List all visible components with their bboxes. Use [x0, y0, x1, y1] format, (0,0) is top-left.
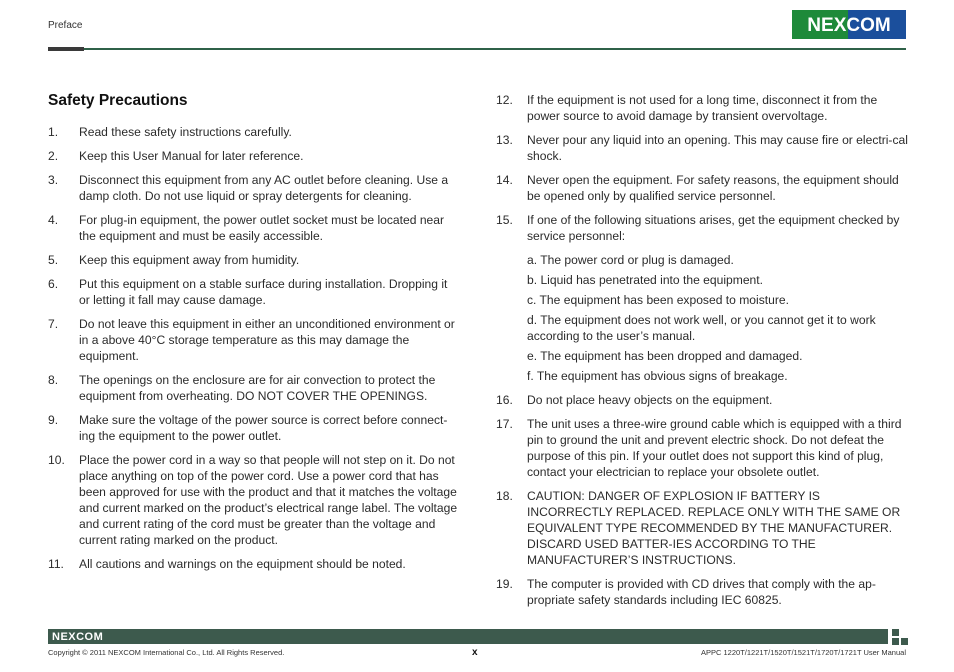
item-text: Make sure the voltage of the power source is correct before connect-ing the equipment to the power outlet. — [79, 413, 448, 443]
situation-sub-list — [496, 252, 908, 384]
footer-logo: NEXCOM — [52, 631, 104, 643]
nexcom-logo — [792, 10, 906, 39]
list-item — [48, 252, 460, 268]
list-item — [496, 92, 908, 124]
item-number: 2. — [48, 149, 59, 163]
section-label: Preface — [48, 20, 83, 31]
sub-item: e. The equipment has been dropped and damaged. — [527, 349, 803, 363]
item-text: Never open the equipment. For safety reasons, the equipment should be opened only by qualified service personnel. — [527, 173, 899, 203]
header-rule — [84, 48, 906, 50]
list-item — [48, 556, 460, 572]
sub-item: c. The equipment has been exposed to moisture. — [527, 293, 789, 307]
item-number: 7. — [48, 317, 59, 331]
item-number: 8. — [48, 373, 59, 387]
sub-item: d. The equipment does not work well, or you cannot get it to work according to the user’s manual. — [527, 313, 876, 343]
list-item — [48, 172, 460, 204]
item-number: 18. — [496, 489, 513, 503]
item-number: 4. — [48, 213, 59, 227]
list-item — [48, 212, 460, 244]
list-item — [48, 124, 460, 140]
item-number: 5. — [48, 253, 59, 267]
header-rule-accent — [48, 47, 84, 51]
item-text: Do not place heavy objects on the equipment. — [527, 393, 773, 407]
left-column — [48, 92, 460, 580]
item-text: Never pour any liquid into an opening. This may cause fire or electri-cal shock. — [527, 133, 908, 163]
sub-item: a. The power cord or plug is damaged. — [527, 253, 734, 267]
item-text: For plug-in equipment, the power outlet socket must be located near the equipment and must be easily accessible. — [79, 213, 445, 243]
item-number: 14. — [496, 173, 513, 187]
page-number: x — [472, 647, 478, 658]
item-number: 13. — [496, 133, 513, 147]
item-number: 1. — [48, 125, 59, 139]
item-text: The computer is provided with CD drives that comply with the ap-propriate safety standards including IEC 60825. — [527, 577, 876, 607]
list-item — [496, 488, 908, 568]
page-title: Safety Precautions — [48, 92, 188, 109]
item-text: If the equipment is not used for a long time, disconnect it from the power source to avoid damage by transient overvoltage. — [527, 93, 878, 123]
item-number: 10. — [48, 453, 65, 467]
item-number: 11. — [48, 557, 64, 571]
list-item — [496, 392, 908, 408]
footer-squares-icon — [892, 629, 908, 645]
item-number: 17. — [496, 417, 513, 431]
item-number: 12. — [496, 93, 513, 107]
item-text: Place the power cord in a way so that people will not step on it. Do not place anything on top of the power cord. Use a power cord that has been approved for use with the product and that it matches the voltage and current marked on the product’s electrical range label. The voltage and current rating of the cord must be greater than the voltage and current rating marked on the product. — [79, 453, 458, 547]
item-number: 6. — [48, 277, 59, 291]
list-item — [48, 148, 460, 164]
item-text: If one of the following situations arises, get the equipment checked by service personnel: — [527, 213, 900, 243]
item-text: The openings on the enclosure are for air convection to protect the equipment from overheating. DO NOT COVER THE OPENINGS. — [79, 373, 436, 403]
item-number: 19. — [496, 577, 513, 591]
safety-list-right-b — [496, 392, 908, 608]
item-text: Do not leave this equipment in either an unconditioned environment or in a above 40°C storage temperature as this may damage the equipment. — [79, 317, 455, 363]
item-number: 16. — [496, 393, 513, 407]
sub-item: b. Liquid has penetrated into the equipment. — [527, 273, 763, 287]
list-item — [496, 132, 908, 164]
list-item — [496, 576, 908, 608]
list-item — [48, 276, 460, 308]
copyright: Copyright © 2011 NEXCOM International Co., Ltd. All Rights Reserved. — [48, 648, 285, 657]
item-text: Read these safety instructions carefully. — [79, 125, 292, 139]
item-number: 9. — [48, 413, 59, 427]
item-text: Put this equipment on a stable surface during installation. Dropping it or letting it fall may cause damage. — [79, 277, 448, 307]
manual-title: APPC 1220T/1221T/1520T/1521T/1720T/1721T User Manual — [701, 648, 906, 657]
list-item — [496, 212, 908, 244]
list-item — [48, 372, 460, 404]
list-item — [496, 172, 908, 204]
safety-list-right-a — [496, 92, 908, 244]
item-text: CAUTION: DANGER OF EXPLOSION IF BATTERY IS INCORRECTLY REPLACED. REPLACE ONLY WITH THE SAME OR EQUIVALENT TYPE RECOMMENDED BY THE MANUFACTURER. DISCARD USED BATTER-IES ACCORDING TO THE MANUFACTURER’S INSTRUCTIONS. — [527, 489, 901, 567]
item-text: Keep this equipment away from humidity. — [79, 253, 300, 267]
sub-item: f. The equipment has obvious signs of breakage. — [527, 369, 788, 383]
item-number: 15. — [496, 213, 513, 227]
safety-list-left — [48, 124, 460, 572]
item-text: Disconnect this equipment from any AC outlet before cleaning. Use a damp cloth. Do not use liquid or spray detergents for cleaning. — [79, 173, 449, 203]
list-item — [48, 412, 460, 444]
list-item — [48, 316, 460, 364]
logo-text: NEXCOM — [807, 15, 891, 36]
right-column — [496, 92, 908, 616]
item-text: The unit uses a three-wire ground cable which is equipped with a third pin to ground the unit and prevent electric shock. Do not defeat the purpose of this pin. If your outlet does not support this kind of plug, contact your electrician to replace your obsolete outlet. — [527, 417, 902, 479]
footer-bar — [48, 629, 888, 644]
item-number: 3. — [48, 173, 59, 187]
list-item — [496, 416, 908, 480]
list-item — [48, 452, 460, 548]
item-text: All cautions and warnings on the equipment should be noted. — [79, 557, 406, 571]
item-text: Keep this User Manual for later reference. — [79, 149, 304, 163]
